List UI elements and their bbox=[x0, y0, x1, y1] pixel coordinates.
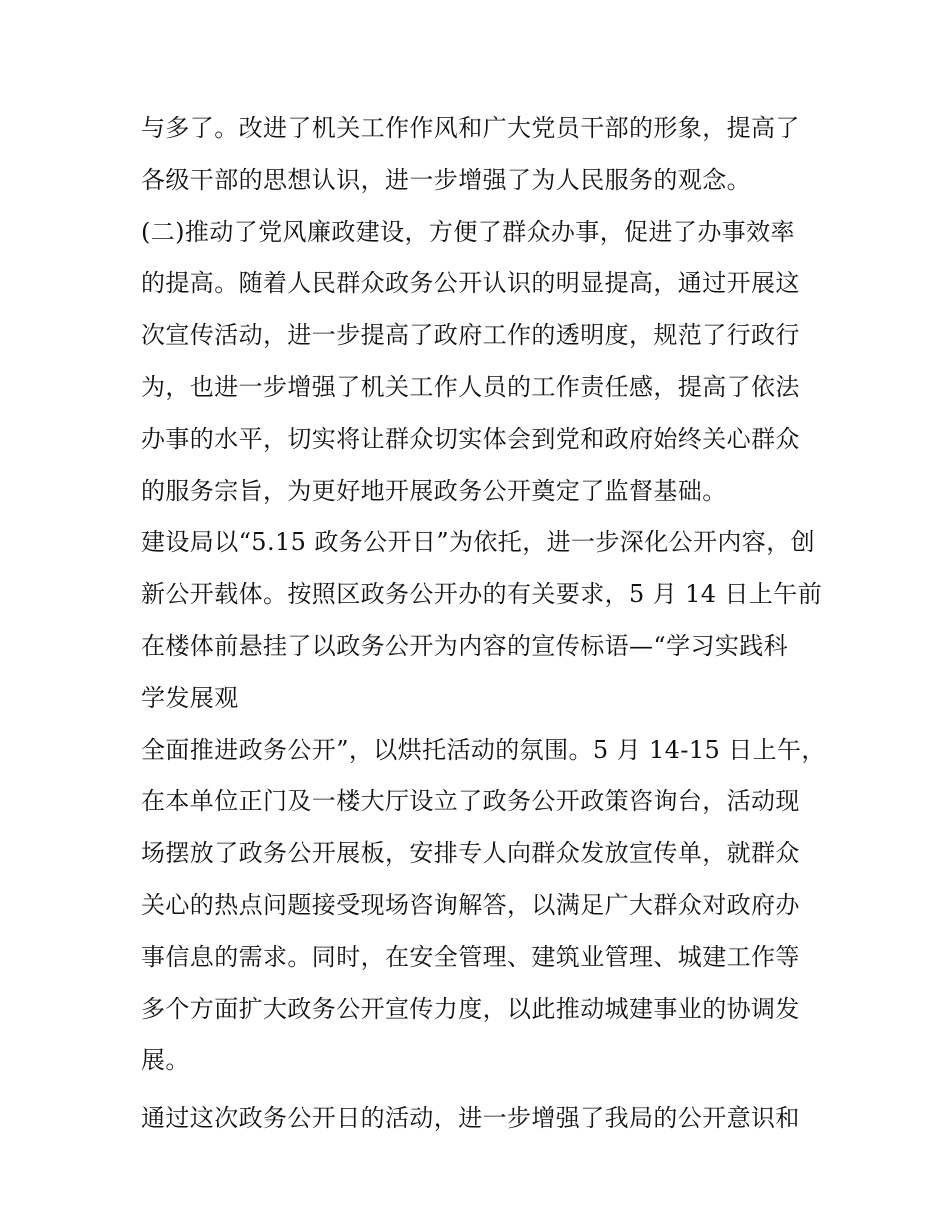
text-line: 建设局以“5.15 政务公开日”为依托，进一步深化公开内容，创 bbox=[141, 528, 816, 557]
text-line: 与多了。改进了机关工作作风和广大党员干部的形象，提高了 bbox=[141, 114, 800, 142]
text-line: 通过这次政务公开日的活动，进一步增强了我局的公开意识和 bbox=[141, 1104, 800, 1133]
text-line: 场摆放了政务公开展板，安排专人向群众发放宣传单，就群众 bbox=[141, 839, 800, 868]
text-line: 事信息的需求。同时，在安全管理、建筑业管理、城建工作等 bbox=[141, 942, 800, 971]
text-line: 的提高。随着人民群众政务公开认识的明显提高，通过开展这 bbox=[141, 269, 800, 298]
document-body bbox=[141, 103, 826, 1145]
text-line: 关心的热点问题接受现场咨询解答，以满足广大群众对政府办 bbox=[141, 890, 800, 919]
text-line: 在楼体前悬挂了以政务公开为内容的宣传标语—“学习实践科 bbox=[141, 631, 789, 660]
text-line: 在本单位正门及一楼大厅设立了政务公开政策咨询台，活动现 bbox=[141, 787, 800, 816]
text-line: 的服务宗旨，为更好地开展政务公开奠定了监督基础。 bbox=[141, 476, 727, 505]
text-line: 全面推进政务公开”，以烘托活动的氛围。5 月 14-15 日上午， bbox=[141, 735, 826, 764]
text-line: 多个方面扩大政务公开宣传力度，以此推动城建事业的协调发 bbox=[141, 994, 800, 1023]
text-line: 新公开载体。按照区政务公开办的有关要求，5 月 14 日上午前 bbox=[141, 580, 823, 609]
text-line: 展。 bbox=[141, 1046, 190, 1075]
text-line: 各级干部的思想认识，进一步增强了为人民服务的观念。 bbox=[141, 165, 751, 194]
text-line: 学发展观 bbox=[141, 683, 239, 712]
text-line: 办事的水平，切实将让群众切实体会到党和政府始终关心群众 bbox=[141, 424, 800, 453]
text-line: 为，也进一步增强了机关工作人员的工作责任感，提高了依法 bbox=[141, 372, 800, 401]
text-line: 次宣传活动，进一步提高了政府工作的透明度，规范了行政行 bbox=[141, 321, 800, 350]
text-line: (二)推动了党风廉政建设，方便了群众办事，促进了办事效率 bbox=[141, 217, 795, 246]
